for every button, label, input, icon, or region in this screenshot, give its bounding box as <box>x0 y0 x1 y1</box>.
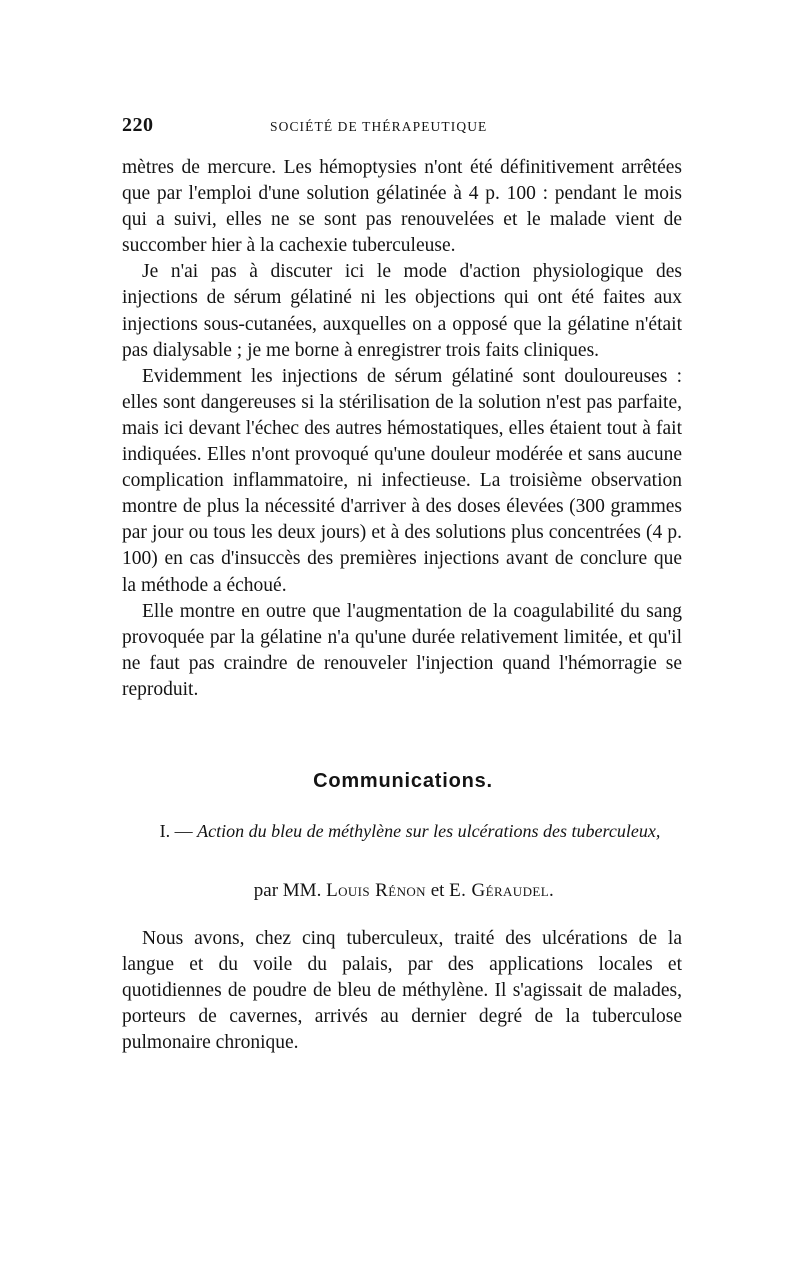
author-name: E. Géraudel. <box>449 880 555 901</box>
authors-joiner: et <box>430 880 445 901</box>
article-number: I. — <box>159 821 193 841</box>
body-text-before <box>122 155 682 703</box>
paragraph: Nous avons, chez cinq tuberculeux, traité des ulcérations de la langue et du voile du palais, par des applications locales et quotidiennes de poudre de bleu de méthylène. Il s'agissait de malades, porteurs de cavernes, arrivés au dernier degré de la tuberculose pulmonaire chronique. <box>122 928 682 1054</box>
article-title-text: Action du bleu de méthylène sur les ulcérations des tuberculeux, <box>197 821 661 841</box>
authors-prefix: par MM. <box>253 880 322 901</box>
paragraph: Je n'ai pas à discuter ici le mode d'action physiologique des injections de sérum gélatiné ni les objections qui ont été faites aux injections sous-cutanées, auxquelles on a opposé que la gélatine n'était pas dialysable ; je me borne à enregistrer trois faits cliniques. <box>122 261 682 361</box>
article-authors <box>0 880 800 902</box>
paragraph: Evidemment les injections de sérum gélatiné sont douloureuses : elles sont dangereuses si la stérilisation de la solution n'est pas parfaite, mais ici devant l'échec des autres hémostatiques, elles étaient tout à fait indiquées. Elles n'ont provoqué qu'une douleur modérée et sans aucune complication inflammatoire, ni infectieuse. La troisième observation montre de plus la nécessité d'arriver à des doses élevées (300 grammes par jour ou tous les deux jours) et à des solutions plus concentrées (4 p. 100) en cas d'insuccès des premières injections avant de conclure que la méthode a échoué. <box>122 365 682 596</box>
article-title <box>150 818 670 844</box>
running-head <box>122 114 684 140</box>
section-heading: Communications. <box>313 770 493 792</box>
paragraph: mètres de mercure. Les hémoptysies n'ont été définitivement arrêtées que par l'emploi d'une solution gélatinée à 4 p. 100 : pendant le mois qui a suivi, elles ne se sont pas renouvelées et le malade vient de succomber hier à la cachexie tuberculeuse. <box>122 157 682 257</box>
body-text-after <box>122 926 682 1056</box>
author-name: Louis Rénon <box>326 880 426 901</box>
page-number: 220 <box>122 114 154 136</box>
paragraph: Elle montre en outre que l'augmentation de la coagulabilité du sang provoquée par la gélatine n'a qu'une durée relativement limitée, et qu'il ne faut pas craindre de renouveler l'injection quand l'hémorragie se reproduit. <box>122 600 682 700</box>
running-head-title: SOCIÉTÉ DE THÉRAPEUTIQUE <box>270 119 488 134</box>
